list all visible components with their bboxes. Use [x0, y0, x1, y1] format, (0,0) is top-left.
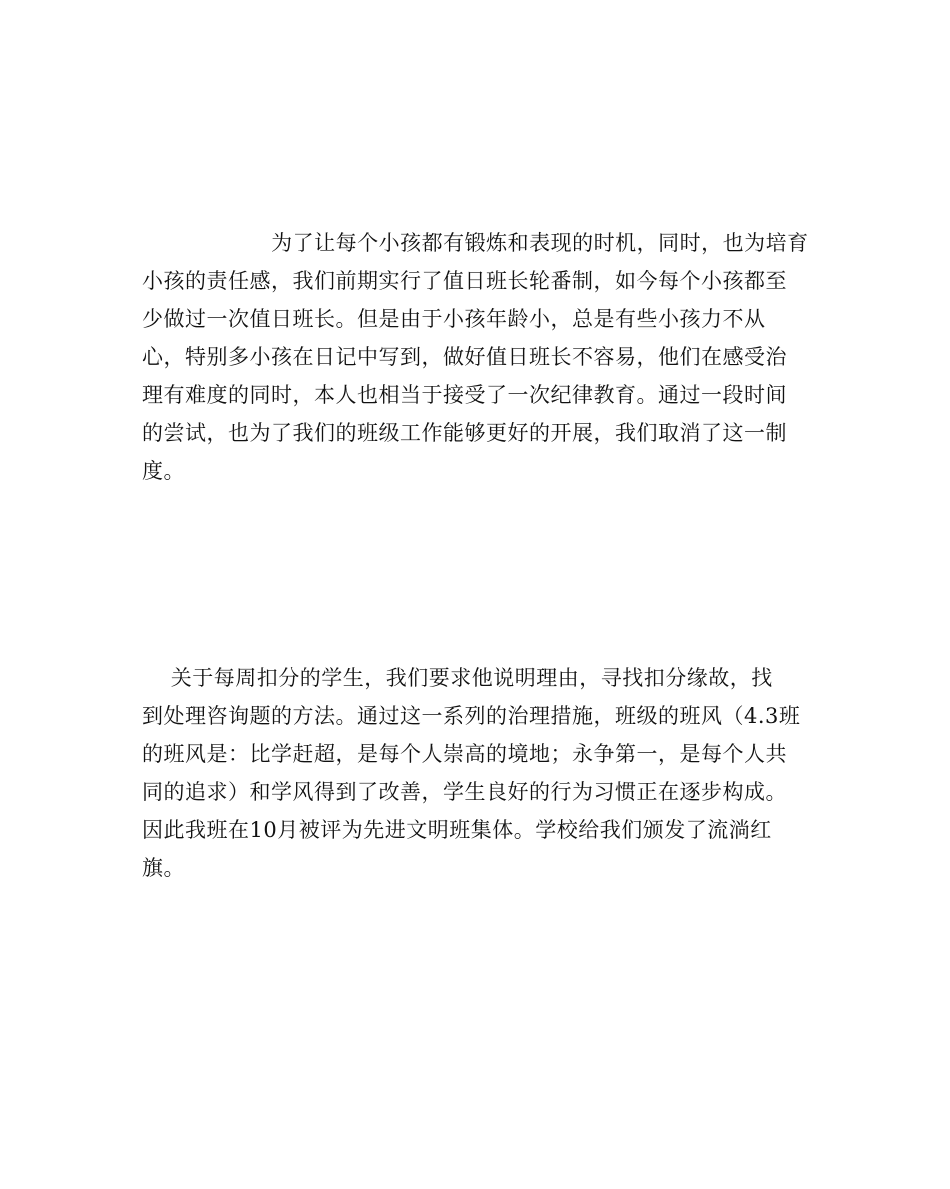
paragraph-line: 度。 [142, 459, 185, 483]
paragraph-line: 理有难度的同时，本人也相当于接受了一次纪律教育。通过一段时间 [142, 383, 787, 407]
paragraph-line: 旗。 [142, 856, 185, 880]
paragraph-line: 少做过一次值日班长。但是由于小孩年龄小，总是有些小孩力不从 [142, 307, 766, 331]
paragraph-line: 的班风是：比学赶超，是每个人崇高的境地；永争第一，是每个人共 [142, 742, 787, 766]
paragraph-line: 为了让每个小孩都有锻炼和表现的时机，同时，也为培育 [142, 231, 809, 255]
paragraph-line: 因此我班在10月被评为先进文明班集体。学校给我们颁发了流淌红 [142, 818, 772, 842]
paragraph-line: 关于每周扣分的学生，我们要求他说明理由，寻找扣分缘故，找 [142, 666, 773, 690]
paragraph-class-style [142, 659, 822, 887]
paragraph-line: 心，特别多小孩在日记中写到，做好值日班长不容易，他们在感受治 [142, 345, 787, 369]
paragraph-duty-monitor [142, 224, 822, 490]
paragraph-line: 同的追求）和学风得到了改善，学生良好的行为习惯正在逐步构成。 [142, 780, 787, 804]
paragraph-line: 到处理咨询题的方法。通过这一系列的治理措施，班级的班风（4.3班 [142, 704, 801, 728]
paragraph-line: 的尝试，也为了我们的班级工作能够更好的开展，我们取消了这一制 [142, 421, 787, 445]
paragraph-line: 小孩的责任感，我们前期实行了值日班长轮番制，如今每个小孩都至 [142, 269, 787, 293]
